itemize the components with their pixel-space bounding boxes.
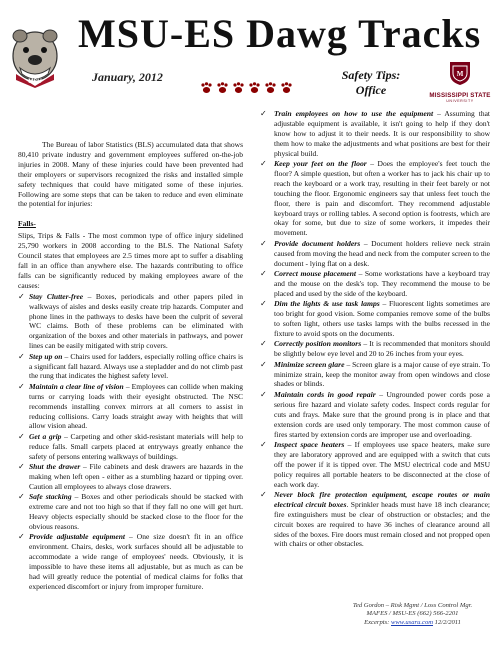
tip-body: – Employees can collide when making turns or carrying loads with their eyesight obstructed. The NSC recommends installing convex mirrors at all corners to assist in reducing collisions. Carry loads straight away with heights that will allow vision ahead.: [29, 381, 243, 431]
checkmark-icon: ✓: [260, 109, 267, 118]
tip-item: [260, 109, 490, 159]
tip-title: Shut the drawer: [29, 462, 81, 472]
paw-print-icon: [216, 82, 229, 94]
tip-title: Keep your feet on the floor: [274, 159, 367, 169]
checkmark-icon: ✓: [260, 489, 267, 499]
tip-title: Maintain a clear line of vision: [29, 381, 124, 391]
tip-body: – Does the employee's feet touch the floor? A simple question, but often a worker has to jack his chair up to reach the keyboard or a work tray, resulting in their feet barely or not touching the floor. Ergonomic engineers say that unless feet touch the floor, there is pain and discomfort. They recommend adjustable keyboard trays or rolling tables. A second option is footrests, which are okay for some, but due to size of some workers, it impedes their movement.: [274, 159, 490, 238]
tip-body: – Some workstations have a keyboard tray and the mouse on the desk's top. They recommend the mouse to be placed and used by the side of the keyboard.: [274, 269, 490, 298]
tip-body: – Fluorescent lights sometimes are too bright for good vision. Some companies remove some of the bulbs to soften light, others use tasks lamps with the bulbs recessed in the fixture to avoid spots on the documents.: [274, 299, 490, 338]
newsletter-title: MSU-ES Dawg Tracks: [78, 11, 482, 56]
checkmark-icon: ✓: [260, 238, 267, 248]
safety-tips-heading: [326, 68, 416, 98]
tip-body: – Ungrounded power cords pose a serious fire hazard and violate safety codes. Inspect cords regular for cuts and frays. Make sure that the ground prong is in place and that extension cords are used only temporary. The most common cause of fires started by extension cords are improper use and overloading.: [274, 389, 490, 439]
right-column: [260, 108, 490, 550]
footer-excerpts: [330, 619, 495, 627]
tip-body: – Document holders relieve neck strain caused from moving the head and neck from the computer screen to the document - lying flat on a desk.: [274, 238, 490, 268]
checkmark-icon: ✓: [18, 532, 25, 542]
tip-body: – Boxes, periodicals and other papers piled in walkways of aisles and desks easily create trip hazards. Computer and phone lines in the pathways to desks have been the culprit of several WC claims. Both of these problems can be eliminated with organization of the boxes and other materials in pathways, and power lines can be easily mitigated with strip covers.: [29, 291, 243, 351]
falls-paragraph: Slips, Trips & Falls - The most common type of office injury sidelined 25,790 workers in 2008 according to the BLS. The National Safety Council states that employees are 2.5 times more apt to suffer a disabling fall in an office than anywhere else. The hazards contributing to office falls can be significantly reduced by making employees aware of the causes:: [18, 231, 243, 290]
paw-prints: [200, 82, 293, 94]
masthead: [0, 0, 502, 110]
tip-title: Safe stacking: [29, 492, 72, 502]
msu-shield-icon: [447, 60, 473, 86]
tip-title: Train employees on how to use the equipment: [274, 109, 434, 118]
left-column: [18, 108, 243, 592]
tip-item: [260, 390, 490, 440]
checkmark-icon: ✓: [260, 159, 267, 169]
left-tip-list: [18, 292, 243, 592]
tip-item: [260, 269, 490, 299]
checkmark-icon: ✓: [260, 269, 267, 278]
tip-title: Provide adjustable equipment: [29, 532, 125, 542]
tip-body: – One size doesn't fit in an office environment. Chairs, desks, work surfaces should all be adjustable to accommodate a wide range of employees' needs. Obviously, it is impossible to have these items all adjustable, but as much as can be had will greatly reduce the potential of medical claims for folks that experienced discomfort or injury from improper furniture.: [29, 532, 243, 591]
tip-body: . Sprinkler heads must have 18 inch clearance; fire extinguishers must be clear of obstruction or obstacles; and the circuit boxes are required to have 36 inches of clearance around all sides of the boxes. Fire doors must remain closed and not propped open with chairs or other obstacles.: [274, 499, 490, 549]
tip-item: [18, 462, 243, 492]
tip-title: Correct mouse placement: [274, 269, 357, 278]
tip-item: [18, 382, 243, 432]
checkmark-icon: ✓: [18, 291, 25, 301]
checkmark-icon: ✓: [18, 462, 25, 472]
tip-item: [18, 432, 243, 462]
tip-body: – If employees use space heaters, make sure they are laboratory approved and are equipped with a switch that cuts off the power if it is tipped over. The MSU electrical code and MSU policy requires all portable heaters to be disconnected at the close of each work day.: [274, 439, 490, 489]
svg-text:M: M: [456, 70, 464, 78]
tip-item: [18, 292, 243, 351]
tip-title: Correctly position monitors: [274, 339, 362, 349]
tip-body: – Carpeting and other skid-resistant materials will help to reduce falls. Small carpets placed at entryways greatly enhance the safety of persons entering walkways of buildings.: [29, 431, 243, 461]
checkmark-icon: ✓: [260, 439, 267, 449]
tip-title: Minimize screen glare: [274, 359, 345, 369]
footer-credits: [330, 602, 495, 627]
safety-tips-label: Safety Tips:: [341, 68, 401, 82]
paw-print-icon: [248, 82, 261, 94]
checkmark-icon: ✓: [260, 339, 267, 349]
tip-item: [18, 532, 243, 591]
tip-title: Dim the lights & use task lamps: [274, 299, 380, 309]
tip-item: [18, 352, 243, 382]
tip-item: [260, 339, 490, 359]
tip-body: – It is recommended that monitors should be slightly below eye level and 20 to 26 inches from your eyes.: [274, 339, 490, 359]
right-tip-list: [260, 109, 490, 549]
tip-item: [260, 299, 490, 339]
footer-contact: MAFES / MSU-ES (662) 566-2201: [366, 610, 459, 618]
tip-title: Stay Clutter-free: [29, 291, 84, 301]
tip-title: Maintain cords in good repair: [274, 389, 376, 399]
tip-body: – Screen glare is a major cause of eye strain. To minimize strain, keep the monitor away from open windows and close shades or blinds.: [274, 359, 490, 389]
tip-item: [260, 440, 490, 490]
tip-item: [260, 490, 490, 549]
msu-logo: [424, 60, 496, 106]
footer-author: Ted Gordon – Risk Mgmt / Loss Control Mgr.: [352, 602, 473, 609]
checkmark-icon: ✓: [260, 389, 267, 399]
checkmark-icon: ✓: [260, 359, 267, 369]
footer-excerpts-date: 12/2/2011: [433, 618, 461, 626]
falls-heading: Falls-: [18, 219, 36, 229]
tip-body: – File cabinets and desk drawers are hazards in the making when left open - either as a stumbling hazard or tipping over. Caution all employees to always close drawers.: [29, 462, 244, 491]
tip-item: [260, 360, 490, 390]
checkmark-icon: ✓: [18, 351, 25, 361]
paw-print-icon: [232, 82, 245, 94]
paw-print-icon: [264, 82, 277, 94]
tip-body: – Chairs used for ladders, especially rolling office chairs is a significant fall hazard. Always use a stepladder and do not climb past the rung that indicates the highest safety level.: [29, 351, 243, 381]
tip-item: [260, 159, 490, 238]
intro-paragraph: The Bureau of labor Statistics (BLS) accumulated data that shows 80,410 private industry and government employees suffered on-the-job injuries in 2008. Many of these injuries could have been prevented had their employers or supervisors recognized the risks and installed simple safety techniques that could have mitigated some of these injuries. Following are some steps that can be taken to reduce and even eliminate the potential for injuries:: [18, 140, 243, 209]
tip-item: [260, 239, 490, 269]
svg-text:MSU: MSU: [28, 79, 42, 85]
tip-title: Provide document holders: [274, 238, 361, 248]
tip-title: Step up on: [29, 351, 63, 361]
safety-tips-topic: Office: [355, 83, 387, 97]
tip-title: Get a grip: [29, 431, 62, 441]
paw-print-icon: [200, 82, 213, 94]
issue-date: January, 2012: [92, 70, 163, 84]
msu-wordmark-sub: UNIVERSITY: [446, 99, 474, 103]
checkmark-icon: ✓: [18, 492, 25, 502]
footer-excerpts-label: Excerpts:: [364, 618, 391, 626]
checkmark-icon: ✓: [18, 431, 25, 441]
tip-item: [18, 492, 243, 532]
paw-print-icon: [280, 82, 293, 94]
tip-title: Never block fire protection equipment, escape routes or main electrical circuit boxes: [274, 489, 490, 509]
source-link[interactable]: www.usaru.com: [391, 618, 434, 626]
tip-body: – Boxes and other periodicals should be stacked with extreme care and not too high so that if they fall no one will get hurt. Heavy objects especially should be stacked close to the floor for the obvious reasons.: [29, 492, 243, 532]
tip-body: – Assuming that adjustable equipment is available, it isn't going to help if they don't know how to adjust it to their needs. It is our responsibility to show them how to make the adjustments and what positions are best for their physical build.: [274, 109, 490, 158]
bulldog-mascot-icon: [8, 22, 62, 88]
msu-wordmark: MISSISSIPPI STATE: [429, 92, 491, 99]
checkmark-icon: ✓: [18, 381, 25, 391]
tip-title: Inspect space heaters: [274, 439, 345, 449]
checkmark-icon: ✓: [260, 299, 267, 309]
